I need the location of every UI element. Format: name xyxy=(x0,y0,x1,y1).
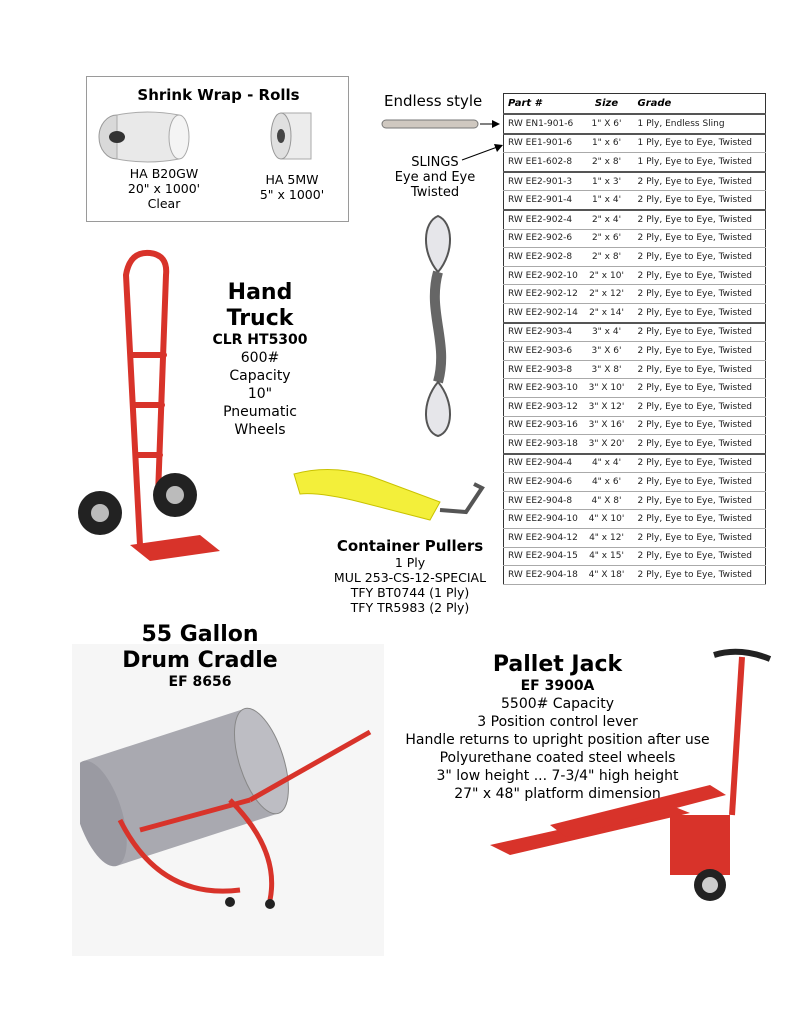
container-puller-image xyxy=(290,462,500,542)
cell-size: 3" X 10' xyxy=(580,379,634,398)
container-pullers-line: MUL 253-CS-12-SPECIAL xyxy=(333,570,487,585)
cell-grade: 2 Ply, Eye to Eye, Twisted xyxy=(634,379,766,398)
cell-part: RW EE2-904-10 xyxy=(504,510,580,529)
table-row xyxy=(504,229,766,248)
table-row xyxy=(504,210,766,229)
cell-grade: 2 Ply, Eye to Eye, Twisted xyxy=(634,229,766,248)
slings-label-line3: Twisted xyxy=(410,185,460,200)
pallet-jack-spec: 3" low height ... 7-3/4" high height xyxy=(436,768,679,784)
roll-2-label xyxy=(237,172,347,202)
pallet-jack-spec: 3 Position control lever xyxy=(477,714,638,730)
header-grade: Grade xyxy=(634,94,766,115)
cell-part: RW EE2-902-6 xyxy=(504,229,580,248)
pallet-jack-spec: 27" x 48" platform dimension xyxy=(454,786,661,802)
cell-part: RW EE2-904-4 xyxy=(504,454,580,473)
cell-grade: 2 Ply, Eye to Eye, Twisted xyxy=(634,491,766,510)
cell-size: 1" X 6' xyxy=(580,114,634,134)
cell-part: RW EE2-903-8 xyxy=(504,360,580,379)
table-row xyxy=(504,303,766,322)
pallet-jack-image xyxy=(470,645,780,915)
cell-part: RW EE2-902-4 xyxy=(504,210,580,229)
table-row xyxy=(504,285,766,304)
cell-size: 3" X 6' xyxy=(580,342,634,361)
cell-part: RW EE1-901-6 xyxy=(504,134,580,153)
cell-part: RW EE2-903-4 xyxy=(504,323,580,342)
hand-truck-image xyxy=(70,245,220,565)
cell-size: 4" X 10' xyxy=(580,510,634,529)
small-shrink-roll-image xyxy=(269,107,321,165)
table-row xyxy=(504,547,766,566)
cell-part: RW EE2-904-18 xyxy=(504,566,580,585)
cell-size: 1" x 6' xyxy=(580,134,634,153)
pallet-jack-title: Pallet Jack xyxy=(492,652,623,677)
cell-size: 2" x 10' xyxy=(580,266,634,285)
table-row xyxy=(504,172,766,191)
pallet-jack-spec: Polyurethane coated steel wheels xyxy=(439,750,676,766)
table-row xyxy=(504,566,766,585)
container-pullers-line: TFY BT0744 (1 Ply) xyxy=(350,585,470,600)
table-body xyxy=(504,114,766,584)
table-row xyxy=(504,379,766,398)
table-row xyxy=(504,323,766,342)
roll-1-color: Clear xyxy=(147,196,181,211)
cell-size: 2" x 14' xyxy=(580,303,634,322)
cell-grade: 2 Ply, Eye to Eye, Twisted xyxy=(634,303,766,322)
drum-cradle-title-2: Drum Cradle xyxy=(122,648,278,673)
endless-sling-image xyxy=(380,116,502,132)
cell-part: RW EE2-903-10 xyxy=(504,379,580,398)
cell-grade: 2 Ply, Eye to Eye, Twisted xyxy=(634,397,766,416)
pallet-jack-spec: Handle returns to upright position after use xyxy=(405,732,710,748)
cell-size: 2" x 12' xyxy=(580,285,634,304)
cell-size: 2" x 4' xyxy=(580,210,634,229)
cell-size: 3" X 16' xyxy=(580,416,634,435)
container-pullers-text xyxy=(320,538,500,615)
cell-part: RW EE2-903-18 xyxy=(504,435,580,454)
hand-truck-model: CLR HT5300 xyxy=(212,332,308,348)
cell-size: 3" X 8' xyxy=(580,360,634,379)
hand-truck-spec: Wheels xyxy=(234,422,286,438)
table-row xyxy=(504,360,766,379)
container-pullers-line: TFY TR5983 (2 Ply) xyxy=(350,600,470,615)
twisted-sling-image xyxy=(413,212,463,440)
cell-part: RW EE1-602-8 xyxy=(504,153,580,172)
cell-size: 3" x 4' xyxy=(580,323,634,342)
cell-size: 4" x 4' xyxy=(580,454,634,473)
cell-grade: 1 Ply, Eye to Eye, Twisted xyxy=(634,153,766,172)
cell-grade: 2 Ply, Eye to Eye, Twisted xyxy=(634,547,766,566)
cell-part: RW EE2-904-15 xyxy=(504,547,580,566)
cell-size: 4" x 12' xyxy=(580,529,634,548)
pallet-jack-spec: 5500# Capacity xyxy=(501,696,614,712)
table-header-row xyxy=(504,94,766,115)
hand-truck-spec: 600# xyxy=(240,350,280,366)
drum-cradle-text xyxy=(100,622,300,691)
cell-grade: 2 Ply, Eye to Eye, Twisted xyxy=(634,529,766,548)
shrink-wrap-title: Shrink Wrap - Rolls xyxy=(137,86,300,104)
drum-cradle-title-1: 55 Gallon xyxy=(141,622,259,647)
container-pullers-line: 1 Ply xyxy=(394,555,426,570)
table-row xyxy=(504,491,766,510)
cell-part: RW EE2-903-6 xyxy=(504,342,580,361)
container-pullers-title: Container Pullers xyxy=(336,537,484,555)
cell-part: RW EE2-903-16 xyxy=(504,416,580,435)
cell-part: RW EE2-904-8 xyxy=(504,491,580,510)
cell-size: 1" x 4' xyxy=(580,191,634,210)
drum-cradle-image xyxy=(80,690,380,920)
table-row xyxy=(504,153,766,172)
table-row xyxy=(504,342,766,361)
cell-grade: 2 Ply, Eye to Eye, Twisted xyxy=(634,342,766,361)
cell-part: RW EE2-902-10 xyxy=(504,266,580,285)
cell-grade: 2 Ply, Eye to Eye, Twisted xyxy=(634,191,766,210)
table-row xyxy=(504,134,766,153)
table-row xyxy=(504,266,766,285)
cell-part: RW EE2-902-12 xyxy=(504,285,580,304)
cell-size: 2" x 6' xyxy=(580,229,634,248)
cell-part: RW EE2-904-12 xyxy=(504,529,580,548)
hand-truck-title-2: Truck xyxy=(226,306,294,331)
cell-grade: 1 Ply, Endless Sling xyxy=(634,114,766,134)
cell-size: 4" X 8' xyxy=(580,491,634,510)
shrink-wrap-panel xyxy=(86,76,349,222)
cell-grade: 2 Ply, Eye to Eye, Twisted xyxy=(634,435,766,454)
cell-grade: 2 Ply, Eye to Eye, Twisted xyxy=(634,360,766,379)
table-row xyxy=(504,114,766,134)
slings-table xyxy=(503,93,766,585)
table-row xyxy=(504,510,766,529)
cell-part: RW EN1-901-6 xyxy=(504,114,580,134)
hand-truck-spec: Pneumatic xyxy=(223,404,297,420)
header-part: Part # xyxy=(504,94,580,115)
pallet-jack-model: EF 3900A xyxy=(520,678,595,694)
cell-grade: 2 Ply, Eye to Eye, Twisted xyxy=(634,285,766,304)
header-size: Size xyxy=(580,94,634,115)
cell-part: RW EE2-904-6 xyxy=(504,473,580,492)
cell-size: 4" X 18' xyxy=(580,566,634,585)
cell-grade: 2 Ply, Eye to Eye, Twisted xyxy=(634,454,766,473)
cell-grade: 2 Ply, Eye to Eye, Twisted xyxy=(634,510,766,529)
endless-style-label: Endless style xyxy=(384,92,483,110)
cell-part: RW EE2-902-14 xyxy=(504,303,580,322)
roll-2-part: HA 5MW xyxy=(265,172,319,187)
slings-label-line2: Eye and Eye xyxy=(394,170,476,185)
table-row xyxy=(504,473,766,492)
cell-grade: 2 Ply, Eye to Eye, Twisted xyxy=(634,473,766,492)
table-row xyxy=(504,191,766,210)
cell-grade: 2 Ply, Eye to Eye, Twisted xyxy=(634,210,766,229)
cell-part: RW EE2-901-3 xyxy=(504,172,580,191)
hand-truck-spec: 10" xyxy=(247,386,273,402)
table-row xyxy=(504,416,766,435)
cell-size: 3" X 12' xyxy=(580,397,634,416)
cell-size: 4" x 6' xyxy=(580,473,634,492)
cell-size: 2" x 8' xyxy=(580,153,634,172)
cell-size: 1" x 3' xyxy=(580,172,634,191)
cell-part: RW EE2-902-8 xyxy=(504,248,580,267)
roll-1-part: HA B20GW xyxy=(129,166,199,181)
cell-size: 4" x 15' xyxy=(580,547,634,566)
cell-size: 2" x 8' xyxy=(580,248,634,267)
table-row xyxy=(504,397,766,416)
table-row xyxy=(504,435,766,454)
slings-label-line1: SLINGS xyxy=(411,155,459,170)
roll-2-size: 5" x 1000' xyxy=(259,187,325,202)
cell-part: RW EE2-901-4 xyxy=(504,191,580,210)
hand-truck-title-1: Hand xyxy=(227,280,293,305)
cell-part: RW EE2-903-12 xyxy=(504,397,580,416)
cell-size: 3" X 20' xyxy=(580,435,634,454)
slings-label xyxy=(385,155,485,200)
cell-grade: 2 Ply, Eye to Eye, Twisted xyxy=(634,266,766,285)
hand-truck-text xyxy=(205,280,315,439)
roll-1-label xyxy=(99,166,229,211)
table-row xyxy=(504,454,766,473)
roll-1-size: 20" x 1000' xyxy=(127,181,201,196)
cell-grade: 2 Ply, Eye to Eye, Twisted xyxy=(634,416,766,435)
drum-cradle-model: EF 8656 xyxy=(168,674,232,690)
large-shrink-roll-image xyxy=(97,107,197,165)
cell-grade: 2 Ply, Eye to Eye, Twisted xyxy=(634,566,766,585)
cell-grade: 2 Ply, Eye to Eye, Twisted xyxy=(634,323,766,342)
cell-grade: 1 Ply, Eye to Eye, Twisted xyxy=(634,134,766,153)
table-row xyxy=(504,248,766,267)
cell-grade: 2 Ply, Eye to Eye, Twisted xyxy=(634,172,766,191)
cell-grade: 2 Ply, Eye to Eye, Twisted xyxy=(634,248,766,267)
hand-truck-spec: Capacity xyxy=(229,368,291,384)
table-row xyxy=(504,529,766,548)
